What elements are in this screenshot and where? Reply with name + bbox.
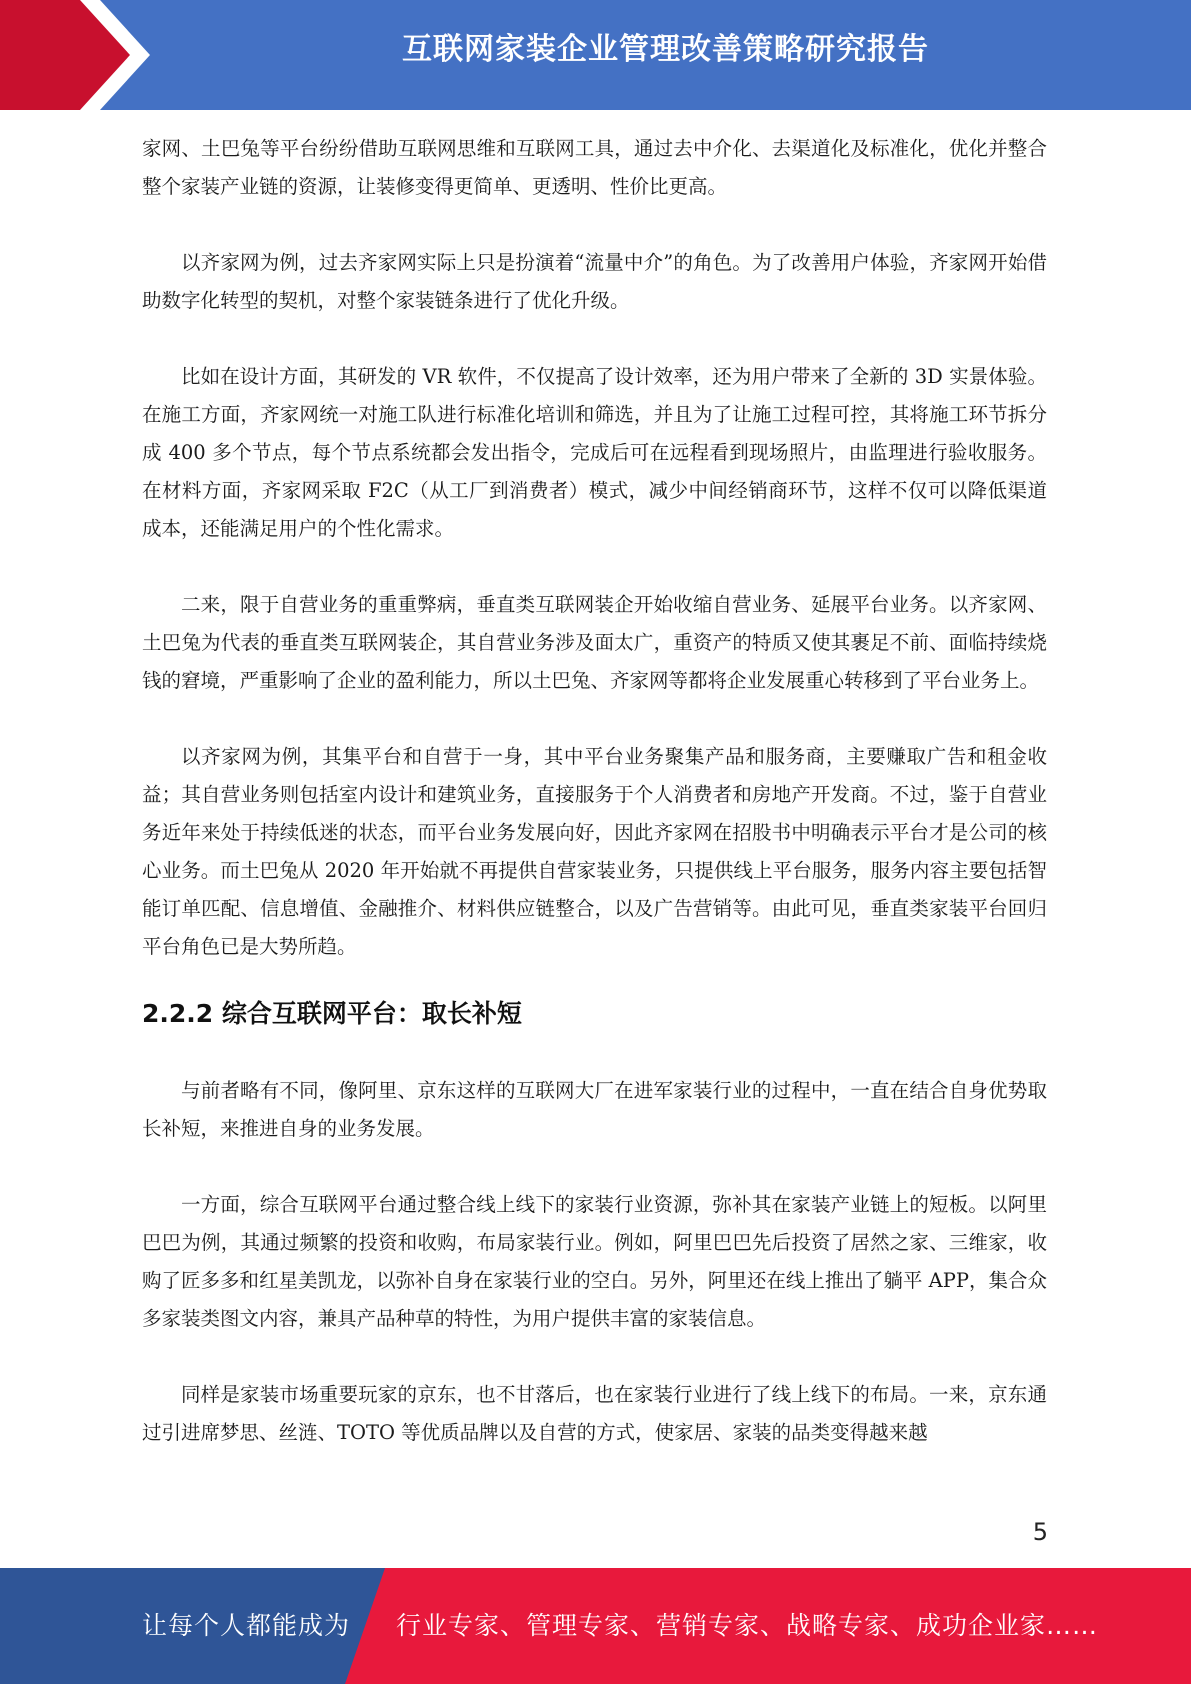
paragraph: 与前者略有不同，像阿里、京东这样的互联网大厂在进军家装行业的过程中，一直在结合自身优势取长补短，来推进自身的业务发展。 <box>142 1079 1047 1140</box>
paragraph: 二来，限于自营业务的重重弊病，垂直类互联网装企开始收缩自营业务、延展平台业务。以齐家网、土巴兔为代表的垂直类互联网装企，其自营业务涉及面太广，重资产的特质又使其裹足不前、面临持续烧钱的窘境，严重影响了企业的盈利能力，所以土巴兔、齐家网等都将企业发展重心转移到了平台业务上。 <box>142 593 1047 692</box>
paragraph: 以齐家网为例，其集平台和自营于一身，其中平台业务聚集产品和服务商，主要赚取广告和租金收益；其自营业务则包括室内设计和建筑业务，直接服务于个人消费者和房地产开发商。不过，鉴于自营业务近年来处于持续低迷的状态，而平台业务发展向好，因此齐家网在招股书中明确表示平台才是公司的核心业务。而土巴兔从 2020 年开始就不再提供自营家装业务，只提供线上平台服务，服务内容主要包括智能订单匹配、信息增值、金融推介、材料供应链整合，以及广告营销等。由此可见，垂直类家装平台回归平台角色已是大势所趋。 <box>142 745 1047 958</box>
page-header <box>0 0 1191 110</box>
page-number: 5 <box>1032 1518 1048 1546</box>
paragraph: 以齐家网为例，过去齐家网实际上只是扮演着“流量中介”的角色。为了改善用户体验，齐家网开始借助数字化转型的契机，对整个家装链条进行了优化升级。 <box>142 251 1047 312</box>
header-arrow-icon <box>0 0 160 110</box>
paragraph: 比如在设计方面，其研发的 VR 软件，不仅提高了设计效率，还为用户带来了全新的 3D 实景体验。在施工方面，齐家网统一对施工队进行标准化培训和筛选，并且为了让施工过程可控，其将施工环节拆分成 400 多个节点，每个节点系统都会发出指令，完成后可在远程看到现场照片，由监理进行验收服务。在材料方面，齐家网采取 F2C（从工厂到消费者）模式，减少中间经销商环节，这样不仅可以降低渠道成本，还能满足用户的个性化需求。 <box>142 365 1047 540</box>
page-footer <box>0 1568 1191 1684</box>
footer-slogan-left: 让每个人都能成为 <box>142 1611 351 1640</box>
document-body <box>142 130 1047 1490</box>
footer-slogan-right: 行业专家、管理专家、营销专家、战略专家、成功企业家…… <box>396 1611 1099 1640</box>
paragraph: 一方面，综合互联网平台通过整合线上线下的家装行业资源，弥补其在家装产业链上的短板。以阿里巴巴为例，其通过频繁的投资和收购，布局家装行业。例如，阿里巴巴先后投资了居然之家、三维家，收购了匠多多和红星美凯龙，以弥补自身在家装行业的空白。另外，阿里还在线上推出了躺平 APP，集合众多家装类图文内容，兼具产品种草的特性，为用户提供丰富的家装信息。 <box>142 1193 1047 1330</box>
paragraph: 家网、土巴兔等平台纷纷借助互联网思维和互联网工具，通过去中介化、去渠道化及标准化，优化并整合整个家装产业链的资源，让装修变得更简单、更透明、性价比更高。 <box>142 137 1047 198</box>
report-title: 互联网家装企业管理改善策略研究报告 <box>402 32 929 67</box>
section-heading: 2.2.2 综合互联网平台：取长补短 <box>142 999 522 1028</box>
paragraph: 同样是家装市场重要玩家的京东，也不甘落后，也在家装行业进行了线上线下的布局。一来，京东通过引进席梦思、丝涟、TOTO 等优质品牌以及自营的方式，使家居、家装的品类变得越来越 <box>142 1383 1047 1444</box>
